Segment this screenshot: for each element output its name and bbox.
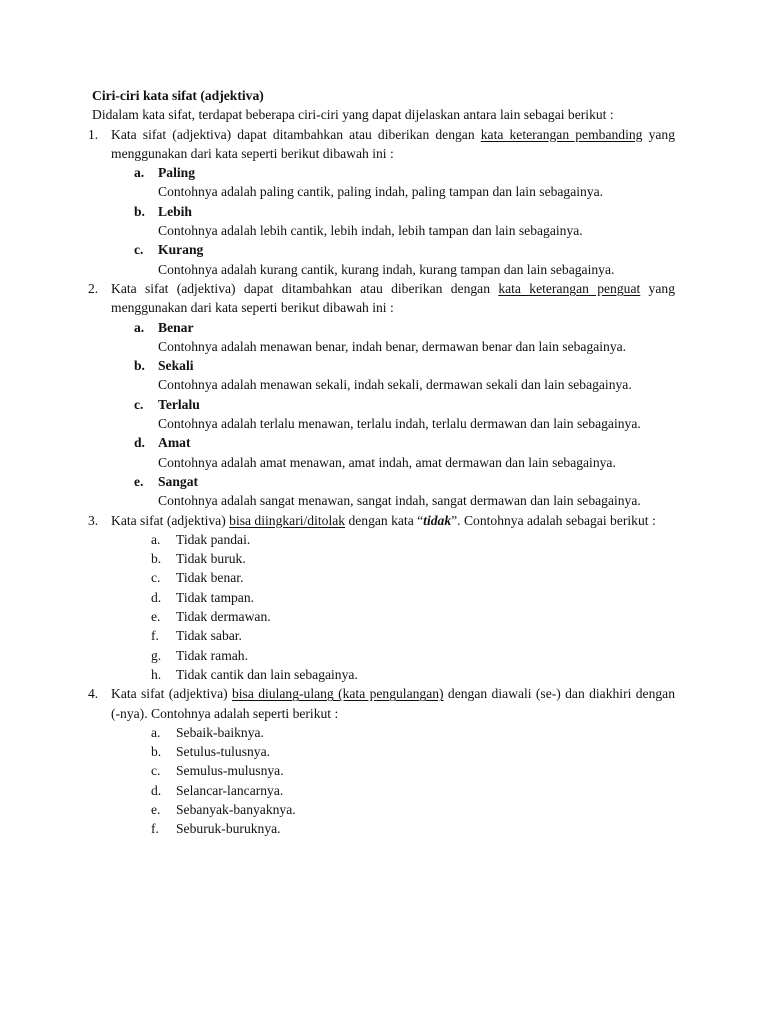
example-entry (111, 646, 675, 665)
sub-term: Sangat (158, 473, 199, 489)
sub-item (111, 356, 675, 395)
sub-label: c. (134, 396, 144, 412)
sub-item (111, 318, 675, 357)
sub-item (111, 395, 675, 434)
underlined-term: kata keterangan pembanding (480, 126, 643, 142)
entry-label: c. (151, 763, 161, 779)
example-entry (111, 626, 675, 645)
entry-text: Tidak buruk. (176, 551, 246, 567)
sub-description: Contohnya adalah lebih cantik, lebih indah, lebih tampan dan lain sebagainya. (158, 223, 583, 239)
example-entry (111, 742, 675, 761)
entry-label: e. (151, 801, 161, 817)
entry-text: Tidak sabar. (176, 628, 242, 644)
example-entry (111, 800, 675, 819)
example-entry (111, 549, 675, 568)
item-paragraph: Kata sifat (adjektiva) dapat ditambahkan atau diberikan dengan kata keterangan pembanding yang menggunakan dari kata seperti berikut dibawah ini : (111, 126, 675, 161)
entry-text: Sebanyak-banyaknya. (176, 801, 296, 817)
list-number: 1. (88, 126, 99, 142)
sub-label: e. (134, 473, 144, 489)
entry-label: c. (151, 570, 161, 586)
entry-label: b. (151, 744, 162, 760)
entry-label: f. (151, 628, 159, 644)
sub-description: Contohnya adalah kurang cantik, kurang indah, kurang tampan dan lain sebagainya. (158, 261, 615, 277)
sub-description: Contohnya adalah menawan benar, indah benar, dermawan benar dan lain sebagainya. (158, 338, 627, 354)
sub-label: c. (134, 242, 144, 258)
emphasized-word: tidak (423, 512, 452, 528)
sub-description: Contohnya adalah sangat menawan, sangat indah, sangat dermawan dan lain sebagainya. (158, 493, 641, 509)
entry-text: Tidak cantik dan lain sebagainya. (176, 666, 358, 682)
example-entry (111, 588, 675, 607)
sub-item (111, 240, 675, 279)
entry-text: Sebaik-baiknya. (176, 724, 264, 740)
list-item-4 (88, 684, 675, 838)
sub-term: Amat (158, 435, 191, 451)
list-number: 3. (88, 512, 99, 528)
sub-label: b. (134, 203, 145, 219)
item-paragraph: Kata sifat (adjektiva) bisa diulang-ulang (kata pengulangan) dengan diawali (se-) dan diakhiri dengan (-nya). Contohnya adalah seperti berikut : (111, 686, 675, 721)
sub-label: b. (134, 358, 145, 374)
list-number: 2. (88, 280, 99, 296)
entry-label: g. (151, 647, 162, 663)
entry-text: Tidak dermawan. (176, 609, 271, 625)
sub-term: Benar (158, 319, 194, 335)
entry-label: h. (151, 666, 162, 682)
sub-term: Paling (158, 165, 196, 181)
example-entry (111, 723, 675, 742)
entry-text: Semulus-mulusnya. (176, 763, 284, 779)
list-number: 4. (88, 686, 99, 702)
sub-description: Contohnya adalah amat menawan, amat indah, amat dermawan dan lain sebagainya. (158, 454, 616, 470)
sub-item (111, 163, 675, 202)
entry-text: Seburuk-buruknya. (176, 821, 281, 837)
entry-label: e. (151, 609, 161, 625)
entry-text: Selancar-lancarnya. (176, 782, 284, 798)
item-paragraph: Kata sifat (adjektiva) bisa diingkari/ditolak dengan kata “tidak”. Contohnya adalah sebagai berikut : (111, 512, 656, 528)
entry-label: d. (151, 589, 162, 605)
example-entry (111, 665, 675, 684)
example-entry (111, 530, 675, 549)
entry-label: b. (151, 551, 162, 567)
entry-text: Tidak benar. (176, 570, 244, 586)
underlined-term: bisa diingkari/ditolak (229, 512, 346, 528)
intro-paragraph: Didalam kata sifat, terdapat beberapa ciri-ciri yang dapat dijelaskan antara lain sebagai berikut : (92, 107, 614, 123)
entry-label: f. (151, 821, 159, 837)
example-entry (111, 781, 675, 800)
entry-label: a. (151, 531, 161, 547)
example-entry (111, 568, 675, 587)
sub-term: Lebih (158, 203, 192, 219)
sub-label: d. (134, 435, 145, 451)
entry-text: Tidak ramah. (176, 647, 248, 663)
list-item-1 (88, 125, 675, 279)
underlined-term: kata keterangan penguat (498, 280, 641, 296)
underlined-term: bisa diulang-ulang (kata pengulangan) (231, 686, 444, 702)
sub-description: Contohnya adalah paling cantik, paling indah, paling tampan dan lain sebagainya. (158, 184, 604, 200)
example-entry (111, 761, 675, 780)
document-body (88, 86, 675, 839)
entry-text: Tidak tampan. (176, 589, 255, 605)
list-item-2 (88, 279, 675, 511)
sub-term: Sekali (158, 358, 194, 374)
entry-label: d. (151, 782, 162, 798)
sub-term: Kurang (158, 242, 204, 258)
sub-description: Contohnya adalah terlalu menawan, terlalu indah, terlalu dermawan dan lain sebagainya. (158, 416, 641, 432)
sub-label: a. (134, 165, 145, 181)
example-entry (111, 607, 675, 626)
document-title: Ciri-ciri kata sifat (adjektiva) (92, 88, 264, 103)
list-item-3 (88, 511, 675, 685)
entry-text: Setulus-tulusnya. (176, 744, 271, 760)
sub-item (111, 202, 675, 241)
sub-item (111, 433, 675, 472)
example-entry (111, 819, 675, 838)
sub-description: Contohnya adalah menawan sekali, indah sekali, dermawan sekali dan lain sebagainya. (158, 377, 632, 393)
sub-label: a. (134, 319, 145, 335)
entry-label: a. (151, 724, 161, 740)
sub-item (111, 472, 675, 511)
sub-term: Terlalu (158, 396, 200, 412)
entry-text: Tidak pandai. (176, 531, 251, 547)
item-paragraph: Kata sifat (adjektiva) dapat ditambahkan atau diberikan dengan kata keterangan penguat yang menggunakan dari kata seperti berikut dibawah ini : (111, 280, 675, 316)
